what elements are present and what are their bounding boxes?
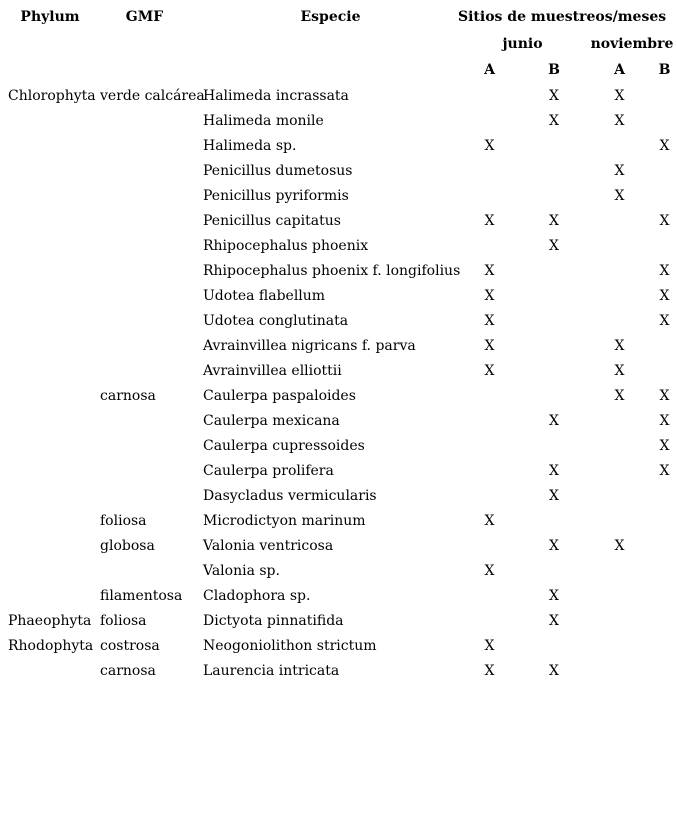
table-row [0, 284, 677, 309]
mark-noviembre-b: X [659, 263, 670, 279]
table-row [0, 659, 677, 684]
mark-junio-a: X [484, 263, 495, 279]
especie-cell: Caulerpa cupressoides [203, 438, 365, 454]
mark-noviembre-a [587, 209, 652, 234]
mark-junio-a [458, 609, 521, 634]
especie-cell: Udotea flabellum [203, 288, 326, 304]
especie-cell: Caulerpa mexicana [203, 413, 340, 429]
table-row [0, 584, 677, 609]
mark-junio-b [521, 434, 587, 459]
especie-cell: Udotea conglutinata [203, 313, 349, 329]
especie-cell: Dictyota pinnatifida [203, 613, 344, 629]
mark-junio-a: X [484, 288, 495, 304]
column-header-junio-a: A [484, 62, 495, 78]
phylum-cell [0, 259, 100, 284]
table-row [0, 634, 677, 659]
phylum-cell [0, 359, 100, 384]
mark-junio-a [458, 534, 521, 559]
table-row [0, 209, 677, 234]
header-row-months [0, 31, 677, 57]
table-row [0, 184, 677, 209]
mark-noviembre-b [652, 609, 677, 634]
mark-junio-b [521, 259, 587, 284]
mark-junio-a [458, 84, 521, 109]
especie-cell: Caulerpa prolifera [203, 463, 334, 479]
mark-noviembre-a [587, 259, 652, 284]
mark-noviembre-a [587, 309, 652, 334]
table-row [0, 534, 677, 559]
mark-junio-a: X [484, 638, 495, 654]
mark-junio-b [521, 559, 587, 584]
header-row-sites [0, 57, 677, 84]
table-row [0, 359, 677, 384]
phylum-cell [0, 184, 100, 209]
mark-noviembre-a [587, 484, 652, 509]
gmf-cell: carnosa [100, 388, 156, 404]
column-header-sitios: Sitios de muestreos/meses [458, 9, 667, 25]
phylum-cell [0, 534, 100, 559]
mark-noviembre-a [587, 459, 652, 484]
phylum-cell: Chlorophyta [8, 88, 96, 104]
mark-junio-b: X [549, 663, 559, 679]
phylum-cell [0, 584, 100, 609]
mark-noviembre-b [652, 634, 677, 659]
especie-cell: Caulerpa paspaloides [203, 388, 356, 404]
mark-noviembre-a: X [614, 363, 625, 379]
mark-noviembre-b [652, 184, 677, 209]
mark-noviembre-a: X [614, 538, 625, 554]
phylum-cell [0, 109, 100, 134]
phylum-cell [0, 334, 100, 359]
mark-junio-b [521, 284, 587, 309]
gmf-cell [100, 309, 203, 334]
phylum-cell [0, 434, 100, 459]
mark-noviembre-b [652, 484, 677, 509]
mark-junio-a [458, 234, 521, 259]
table-row [0, 234, 677, 259]
mark-noviembre-a [587, 584, 652, 609]
gmf-cell [100, 484, 203, 509]
mark-noviembre-b [652, 359, 677, 384]
gmf-cell: carnosa [100, 663, 156, 679]
especie-cell: Avrainvillea elliottii [203, 363, 342, 379]
mark-junio-b [521, 309, 587, 334]
phylum-cell [0, 234, 100, 259]
table-body [0, 84, 677, 684]
mark-noviembre-b [652, 584, 677, 609]
mark-noviembre-a [587, 559, 652, 584]
especie-cell: Halimeda sp. [203, 138, 297, 154]
mark-junio-b [521, 159, 587, 184]
phylum-cell [0, 459, 100, 484]
header-row-titles [0, 4, 677, 31]
especie-cell: Halimeda monile [203, 113, 324, 129]
mark-junio-a: X [484, 513, 495, 529]
table-row [0, 509, 677, 534]
phylum-cell: Phaeophyta [8, 613, 92, 629]
mark-noviembre-a [587, 409, 652, 434]
table-row [0, 134, 677, 159]
mark-junio-b: X [549, 463, 559, 479]
phylum-cell: Rhodophyta [8, 638, 94, 654]
phylum-cell [0, 384, 100, 409]
especie-cell: Valonia sp. [203, 563, 280, 579]
mark-junio-a: X [484, 313, 495, 329]
especie-cell: Halimeda incrassata [203, 88, 349, 104]
table-row [0, 559, 677, 584]
mark-junio-b: X [549, 413, 559, 429]
table-row [0, 609, 677, 634]
phylum-cell [0, 509, 100, 534]
mark-noviembre-a: X [614, 88, 625, 104]
mark-noviembre-a [587, 284, 652, 309]
mark-noviembre-b: X [659, 388, 670, 404]
phylum-cell [0, 284, 100, 309]
mark-junio-a [458, 409, 521, 434]
mark-junio-a: X [484, 363, 495, 379]
gmf-cell [100, 334, 203, 359]
mark-junio-a: X [484, 138, 495, 154]
especie-cell: Dasycladus vermicularis [203, 488, 377, 504]
mark-junio-b: X [549, 88, 559, 104]
table-row [0, 384, 677, 409]
gmf-cell [100, 559, 203, 584]
mark-noviembre-b: X [659, 313, 670, 329]
column-header-especie: Especie [300, 9, 361, 25]
mark-noviembre-a: X [614, 338, 625, 354]
mark-junio-a [458, 484, 521, 509]
mark-junio-a [458, 459, 521, 484]
mark-noviembre-b [652, 534, 677, 559]
especie-cell: Penicillus capitatus [203, 213, 341, 229]
especie-cell: Microdictyon marinum [203, 513, 366, 529]
mark-noviembre-b: X [659, 463, 670, 479]
mark-junio-b: X [549, 538, 559, 554]
column-header-noviembre-b: B [658, 62, 671, 78]
mark-junio-b [521, 134, 587, 159]
phylum-cell [0, 559, 100, 584]
mark-junio-a: X [484, 563, 495, 579]
mark-noviembre-a [587, 234, 652, 259]
gmf-cell: verde calcárea [100, 88, 205, 104]
table-row [0, 109, 677, 134]
column-header-gmf: GMF [125, 9, 164, 25]
gmf-cell [100, 184, 203, 209]
mark-noviembre-b [652, 109, 677, 134]
mark-junio-b: X [549, 213, 559, 229]
phylum-cell [0, 209, 100, 234]
mark-noviembre-b: X [659, 138, 670, 154]
mark-junio-b [521, 634, 587, 659]
especie-cell: Laurencia intricata [203, 663, 340, 679]
table-row [0, 409, 677, 434]
especie-cell: Rhipocephalus phoenix [203, 238, 369, 254]
mark-junio-a [458, 584, 521, 609]
gmf-cell [100, 134, 203, 159]
mark-junio-b [521, 184, 587, 209]
especie-cell: Cladophora sp. [203, 588, 311, 604]
table-row [0, 459, 677, 484]
mark-noviembre-b [652, 334, 677, 359]
table-row [0, 259, 677, 284]
column-header-noviembre: noviembre [590, 36, 674, 52]
gmf-cell: globosa [100, 538, 155, 554]
gmf-cell [100, 409, 203, 434]
mark-junio-b: X [549, 488, 559, 504]
especie-cell: Neogoniolithon strictum [203, 638, 377, 654]
mark-junio-a: X [484, 213, 495, 229]
mark-junio-b [521, 359, 587, 384]
mark-noviembre-a [587, 659, 652, 684]
gmf-cell [100, 209, 203, 234]
mark-noviembre-b: X [659, 288, 670, 304]
mark-noviembre-a: X [614, 163, 625, 179]
gmf-cell [100, 459, 203, 484]
phylum-cell [0, 659, 100, 684]
mark-noviembre-a [587, 634, 652, 659]
gmf-cell [100, 259, 203, 284]
column-header-phylum: Phylum [20, 9, 80, 25]
mark-noviembre-b [652, 159, 677, 184]
mark-noviembre-a: X [614, 388, 625, 404]
especie-cell: Valonia ventricosa [203, 538, 334, 554]
gmf-cell [100, 284, 203, 309]
mark-noviembre-a [587, 134, 652, 159]
gmf-cell [100, 109, 203, 134]
mark-noviembre-a [587, 509, 652, 534]
especie-cell: Penicillus dumetosus [203, 163, 353, 179]
mark-junio-b: X [549, 113, 559, 129]
column-header-junio-b: B [548, 62, 560, 78]
phylum-cell [0, 484, 100, 509]
gmf-cell: filamentosa [100, 588, 183, 604]
phylum-cell [0, 134, 100, 159]
table-row [0, 434, 677, 459]
mark-noviembre-b: X [659, 213, 670, 229]
mark-noviembre-a [587, 609, 652, 634]
mark-junio-a: X [484, 663, 495, 679]
mark-junio-b: X [549, 613, 559, 629]
mark-junio-a [458, 184, 521, 209]
table-row [0, 309, 677, 334]
mark-junio-b [521, 334, 587, 359]
mark-junio-b [521, 509, 587, 534]
table-header [0, 4, 677, 84]
table-row [0, 84, 677, 109]
especie-cell: Penicillus pyriformis [203, 188, 349, 204]
gmf-cell [100, 359, 203, 384]
phylum-cell [0, 409, 100, 434]
mark-noviembre-b [652, 84, 677, 109]
mark-noviembre-a: X [614, 113, 625, 129]
mark-noviembre-b: X [659, 413, 670, 429]
table-row [0, 159, 677, 184]
gmf-cell: costrosa [100, 638, 160, 654]
mark-noviembre-b [652, 559, 677, 584]
gmf-cell [100, 159, 203, 184]
gmf-cell: foliosa [100, 513, 147, 529]
mark-noviembre-a [587, 434, 652, 459]
table-row [0, 334, 677, 359]
mark-junio-b: X [549, 588, 559, 604]
mark-junio-b: X [549, 238, 559, 254]
column-header-junio: junio [502, 36, 543, 52]
mark-noviembre-b: X [659, 438, 670, 454]
gmf-cell [100, 434, 203, 459]
mark-junio-a [458, 434, 521, 459]
mark-junio-a: X [484, 338, 495, 354]
especie-cell: Rhipocephalus phoenix f. longifolius [203, 263, 461, 279]
mark-noviembre-a: X [614, 188, 625, 204]
column-header-noviembre-a: A [614, 62, 625, 78]
especie-cell: Avrainvillea nigricans f. parva [203, 338, 416, 354]
table-row [0, 484, 677, 509]
mark-noviembre-b [652, 509, 677, 534]
mark-junio-a [458, 384, 521, 409]
gmf-cell [100, 234, 203, 259]
phylum-cell [0, 159, 100, 184]
gmf-cell: foliosa [100, 613, 147, 629]
phylum-cell [0, 309, 100, 334]
mark-junio-a [458, 159, 521, 184]
mark-junio-a [458, 109, 521, 134]
mark-noviembre-b [652, 659, 677, 684]
mark-junio-b [521, 384, 587, 409]
mark-noviembre-b [652, 234, 677, 259]
